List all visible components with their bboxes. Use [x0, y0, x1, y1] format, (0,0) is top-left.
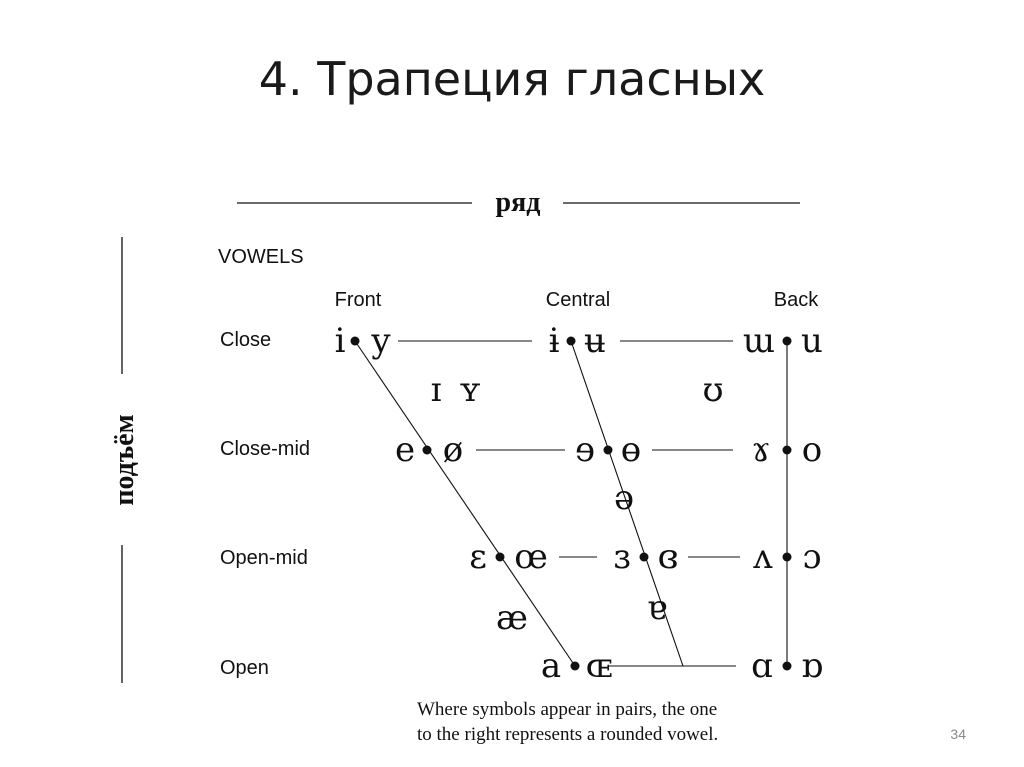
vowel-turned-a: ɐ [646, 588, 668, 628]
vowel-barred-i: ɨ [548, 321, 560, 361]
vowel-script-a: ɑ [751, 646, 773, 686]
vowel-upsilon: ʊ [702, 370, 724, 410]
vowel-schwa: ə [613, 478, 635, 518]
vowel-turned-m: ɯ [742, 321, 776, 361]
vowel-turned-v: ʌ [753, 537, 773, 577]
vowel-barred-u: ʉ [584, 321, 606, 361]
vowel-small-cap-oe: ɶ [585, 646, 613, 686]
vowel-turned-script-a: ɒ [801, 646, 823, 686]
column-central: Central [545, 289, 611, 311]
height-axis-label: подъём [109, 414, 140, 506]
vowel-ash: æ [496, 598, 528, 638]
vowel-symbols [335, 321, 823, 686]
vowel-open-e: ɛ [469, 537, 487, 577]
vowel-o-slash: ø [442, 430, 464, 470]
footnote-line-1: Where symbols appear in pairs, the one [417, 699, 718, 720]
vowel-closed-reversed-open-e: ɞ [657, 537, 679, 577]
vowel-open-o: ɔ [802, 537, 822, 577]
vowel-reversed-e: ɘ [574, 430, 596, 470]
chart-heading: VOWELS [218, 246, 304, 268]
vowel-a: a [540, 646, 562, 686]
slide-number: 34 [950, 726, 966, 742]
column-front: Front [334, 289, 382, 311]
footnote-line-2: to the right represents a rounded vowel. [417, 724, 719, 745]
vowel-rams-horns: ɤ [751, 430, 771, 470]
vowel-small-cap-y: ʏ [458, 370, 482, 410]
row-close-mid: Close-mid [220, 438, 311, 460]
vowel-small-cap-i: ɪ [430, 370, 442, 410]
vowel-oe: œ [514, 537, 548, 577]
vowel-e: e [394, 430, 416, 470]
vowel-u: u [801, 321, 823, 361]
vowel-pair-dots [351, 337, 792, 671]
row-axis-label: ряд [495, 187, 541, 218]
column-back: Back [773, 289, 819, 311]
vowel-o: o [801, 430, 823, 470]
row-open: Open [220, 657, 269, 679]
vowel-i: i [334, 321, 346, 361]
row-close: Close [220, 329, 272, 351]
vowel-barred-o: ɵ [620, 430, 642, 470]
slide-title: 4. Трапеция гласных [258, 52, 766, 106]
vowel-y: y [371, 321, 391, 361]
vowel-reversed-open-e: ɜ [613, 537, 631, 577]
row-open-mid: Open-mid [220, 547, 308, 569]
